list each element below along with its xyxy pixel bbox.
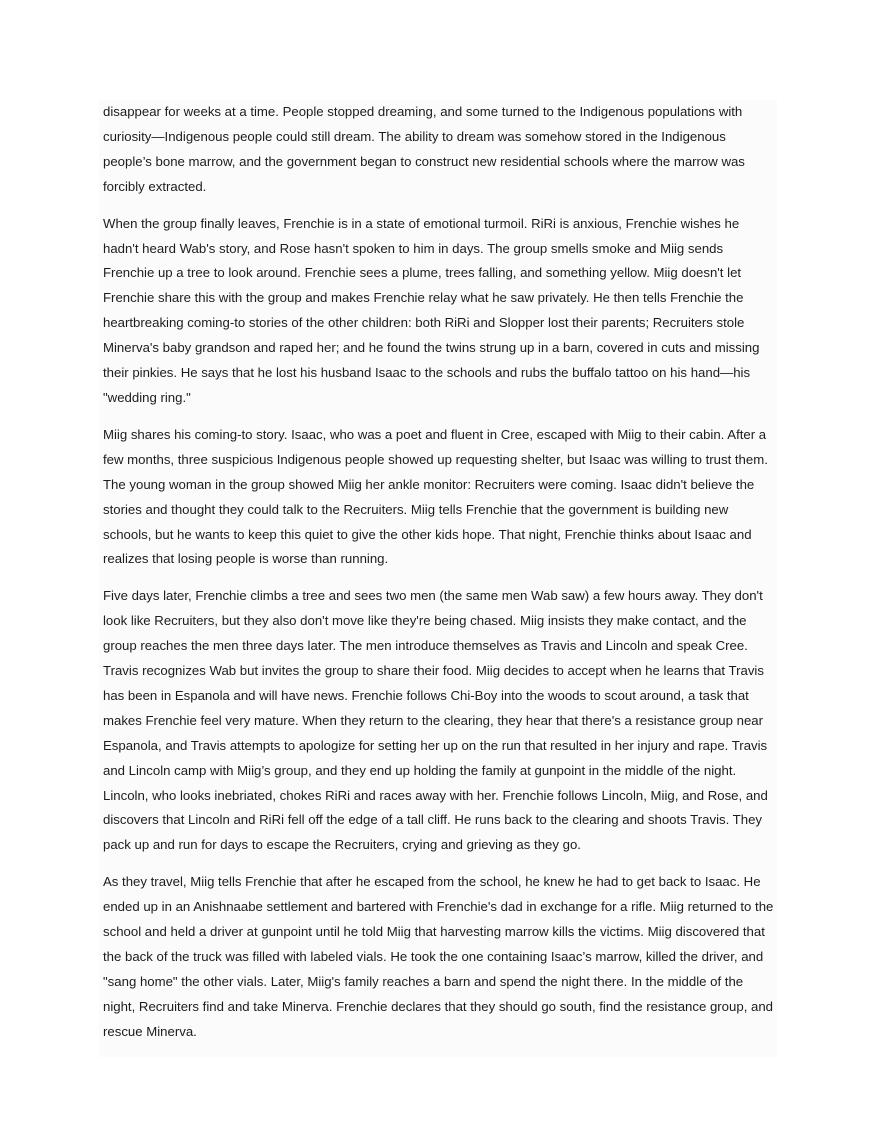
paragraph-5: As they travel, Miig tells Frenchie that after he escaped from the school, he knew he had to get back to Isaac. He ended up in an Anishnaabe settlement and bartered with Frenchie's dad in exchange for a rifle. Miig returned to the school and held a driver at gunpoint until he told Miig that harvesting marrow kills the victims. Miig discovered that the back of the truck was filled with labeled vials. He took the one containing Isaac’s marrow, killed the driver, and "sang home" the other vials. Later, Miig's family reaches a barn and spend the night there. In the middle of the night, Recruiters find and take Minerva. Frenchie declares that they should go south, find the resistance group, and rescue Minerva. xyxy=(103,874,774,1039)
paragraph-3: Miig shares his coming-to story. Isaac, who was a poet and fluent in Cree, escaped with Miig to their cabin. After a few months, three suspicious Indigenous people showed up requesting shelter, but Isaac was willing to trust them. The young woman in the group showed Miig her ankle monitor: Recruiters were coming. Isaac didn't believe the stories and thought they could talk to the Recruiters. Miig tells Frenchie that the government is building new schools, but he wants to keep this quiet to give the other kids hope. That night, Frenchie thinks about Isaac and realizes that losing people is worse than running. xyxy=(103,426,768,567)
paragraph-1: disappear for weeks at a time. People stopped dreaming, and some turned to the Indigenous populations with curiosity—Indigenous people could still dream. The ability to dream was somehow stored in the Indigenous people’s bone marrow, and the government began to construct new residential schools where the marrow was forcibly extracted. xyxy=(103,104,745,194)
summary-text-block xyxy=(99,100,777,1057)
paragraph-2: When the group finally leaves, Frenchie is in a state of emotional turmoil. RiRi is anxious, Frenchie wishes he hadn't heard Wab's story, and Rose hasn't spoken to him in days. The group smells smoke and Miig sends Frenchie up a tree to look around. Frenchie sees a plume, trees falling, and something yellow. Miig doesn't let Frenchie share this with the group and makes Frenchie relay what he saw privately. He then tells Frenchie the heartbreaking coming-to stories of the other children: both RiRi and Slopper lost their parents; Recruiters stole Minerva's baby grandson and raped her; and he found the twins strung up in a barn, covered in cuts and missing their pinkies. He says that he lost his husband Isaac to the schools and rubs the buffalo tattoo on his hand—his "wedding ring." xyxy=(103,215,760,405)
paragraph-4: Five days later, Frenchie climbs a tree and sees two men (the same men Wab saw) a few hours away. They don't look like Recruiters, but they also don't move like they're being chased. Miig insists they make contact, and the group reaches the men three days later. The men introduce themselves as Travis and Lincoln and speak Cree. Travis recognizes Wab but invites the group to share their food. Miig decides to accept when he learns that Travis has been in Espanola and will have news. Frenchie follows Chi-Boy into the woods to scout around, a task that makes Frenchie feel very mature. When they return to the clearing, they hear that there's a resistance group near Espanola, and Travis attempts to apologize for setting her up on the run that resulted in her injury and rape. Travis and Lincoln camp with Miig’s group, and they end up holding the family at gunpoint in the middle of the night. Lincoln, who looks inebriated, chokes RiRi and races away with her. Frenchie follows Lincoln, Miig, and Rose, and discovers that Lincoln and RiRi fell off the edge of a tall cliff. He runs back to the clearing and shoots Travis. They pack up and run for days to escape the Recruiters, crying and grieving as they go. xyxy=(103,588,768,853)
